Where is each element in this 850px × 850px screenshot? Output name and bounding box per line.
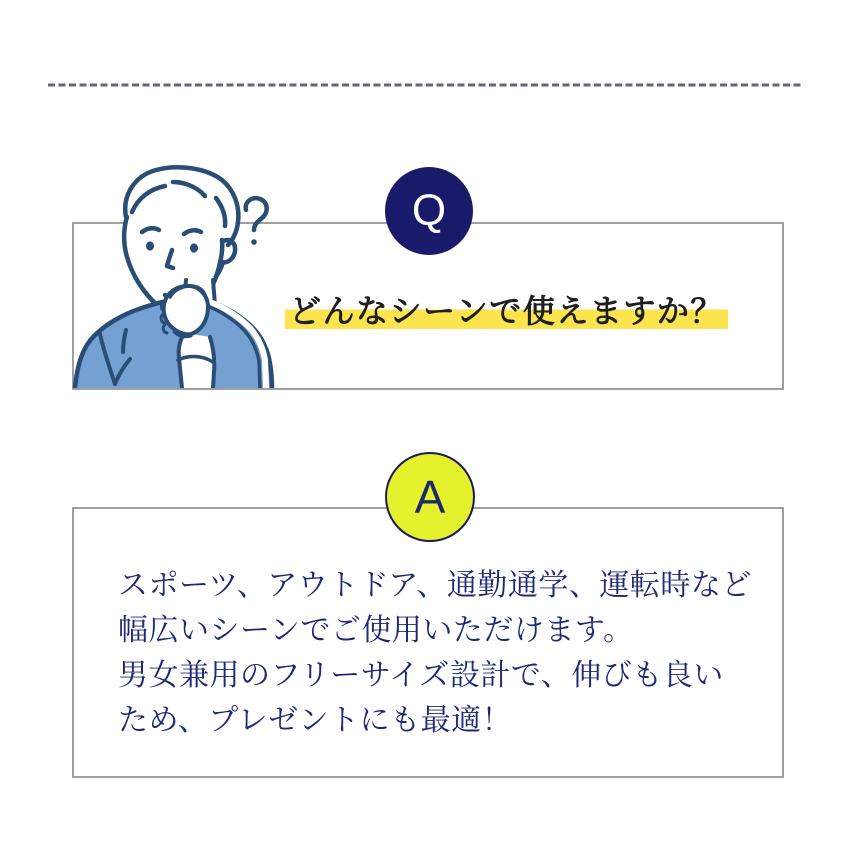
question-text: [285, 288, 728, 334]
answer-line: 男女兼用のフリーサイズ設計で、伸びも良い: [118, 659, 724, 692]
question-badge: [385, 167, 473, 255]
answer-badge-label: A: [414, 471, 446, 523]
thinking-person-illustration: [70, 162, 280, 388]
question-text-highlight: どんなシーンで使えますか？: [285, 293, 728, 329]
question-badge-label: Q: [411, 186, 447, 235]
answer-line: 幅広いシーンでご使用いただけます。: [118, 614, 634, 647]
answer-line: ため、プレゼントにも最適！: [118, 704, 513, 737]
answer-text: [118, 563, 752, 743]
answer-badge: [385, 452, 475, 542]
fist: [164, 286, 208, 334]
question-mark-icon: [246, 198, 267, 245]
answer-line: スポーツ、アウトドア、通勤通学、運転時など: [118, 569, 752, 602]
dashed-divider: [0, 78, 850, 92]
